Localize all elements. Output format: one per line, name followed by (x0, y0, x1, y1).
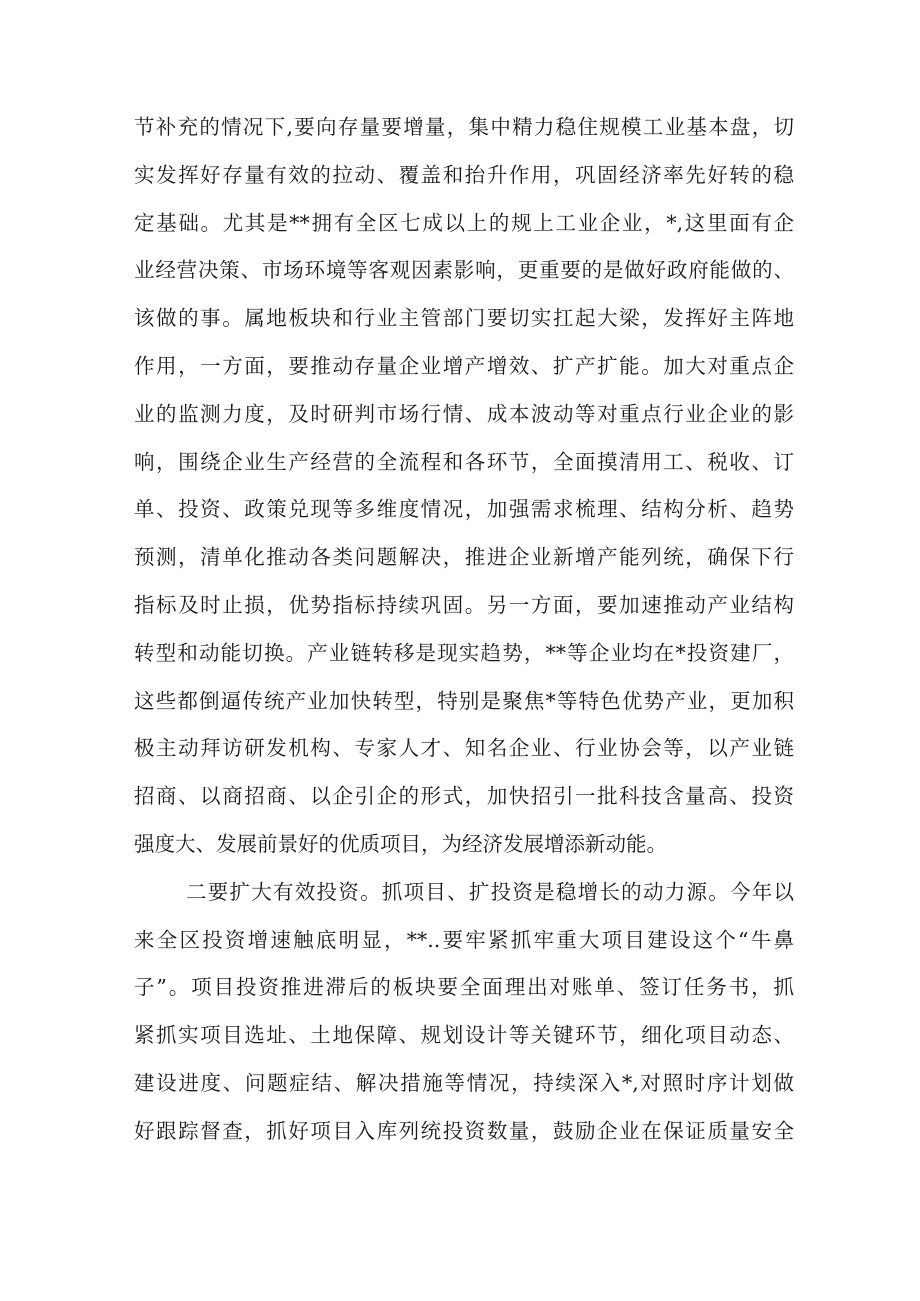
text-line: 极主动拜访研发机构、专家人才、知名企业、行业协会等，以产业链 (134, 736, 794, 761)
text-line: 该做的事。属地板块和行业主管部门要切实扛起大梁，发挥好主阵地 (134, 306, 794, 331)
text-line: 转型和动能切换。产业链转移是现实趋势，**等企业均在*投资建厂， (134, 640, 794, 665)
text-line: 来全区投资增速触底明显，**..要牢紧抓牢重大项目建设这个“牛鼻 (134, 927, 794, 952)
text-line: 指标及时止损，优势指标持续巩固。另一方面，要加速推动产业结构 (134, 592, 794, 617)
paragraph-first-line: 二要扩大有效投资。抓项目、扩投资是稳增长的动力源。今年以 (186, 879, 794, 904)
text-line: 招商、以商招商、以企引企的形式，加快招引一批科技含量高、投资 (134, 784, 794, 809)
text-line: 这些都倒逼传统产业加快转型，特别是聚焦*等特色优势产业，更加积 (134, 688, 794, 713)
body-text (134, 104, 794, 1156)
text-line: 建设进度、问题症结、解决措施等情况，持续深入*,对照时序计划做 (134, 1070, 794, 1095)
text-line: 紧抓实项目选址、土地保障、规划设计等关键环节，细化项目动态、 (134, 1023, 794, 1048)
text-line: 业的监测力度，及时研判市场行情、成本波动等对重点行业企业的影 (134, 401, 794, 426)
text-line: 实发挥好存量有效的拉动、覆盖和抬升作用，巩固经济率先好转的稳 (134, 162, 794, 187)
text-line: 预测，清单化推动各类问题解决，推进企业新增产能列统，确保下行 (134, 545, 794, 570)
paragraph-last-line: 强度大、发展前景好的优质项目，为经济发展增添新动能。 (134, 831, 667, 856)
text-line: 业经营决策、市场环境等客观因素影响，更重要的是做好政府能做的、 (134, 258, 794, 283)
text-line: 响，围绕企业生产经营的全流程和各环节，全面摸清用工、税收、订 (134, 449, 794, 474)
text-line: 节补充的情况下,要向存量要增量，集中精力稳住规模工业基本盘，切 (134, 115, 794, 139)
text-line: 好跟踪督查，抓好项目入库列统投资数量，鼓励企业在保证质量安全 (134, 1118, 794, 1143)
text-line: 定基础。尤其是**拥有全区七成以上的规上工业企业，*,这里面有企 (134, 210, 794, 235)
text-line: 子”。项目投资推进滞后的板块要全面理出对账单、签订任务书，抓 (134, 975, 794, 1000)
text-line: 单、投资、政策兑现等多维度情况，加强需求梳理、结构分析、趋势 (134, 497, 794, 522)
text-line: 作用，一方面，要推动存量企业增产增效、扩产扩能。加大对重点企 (134, 353, 794, 378)
